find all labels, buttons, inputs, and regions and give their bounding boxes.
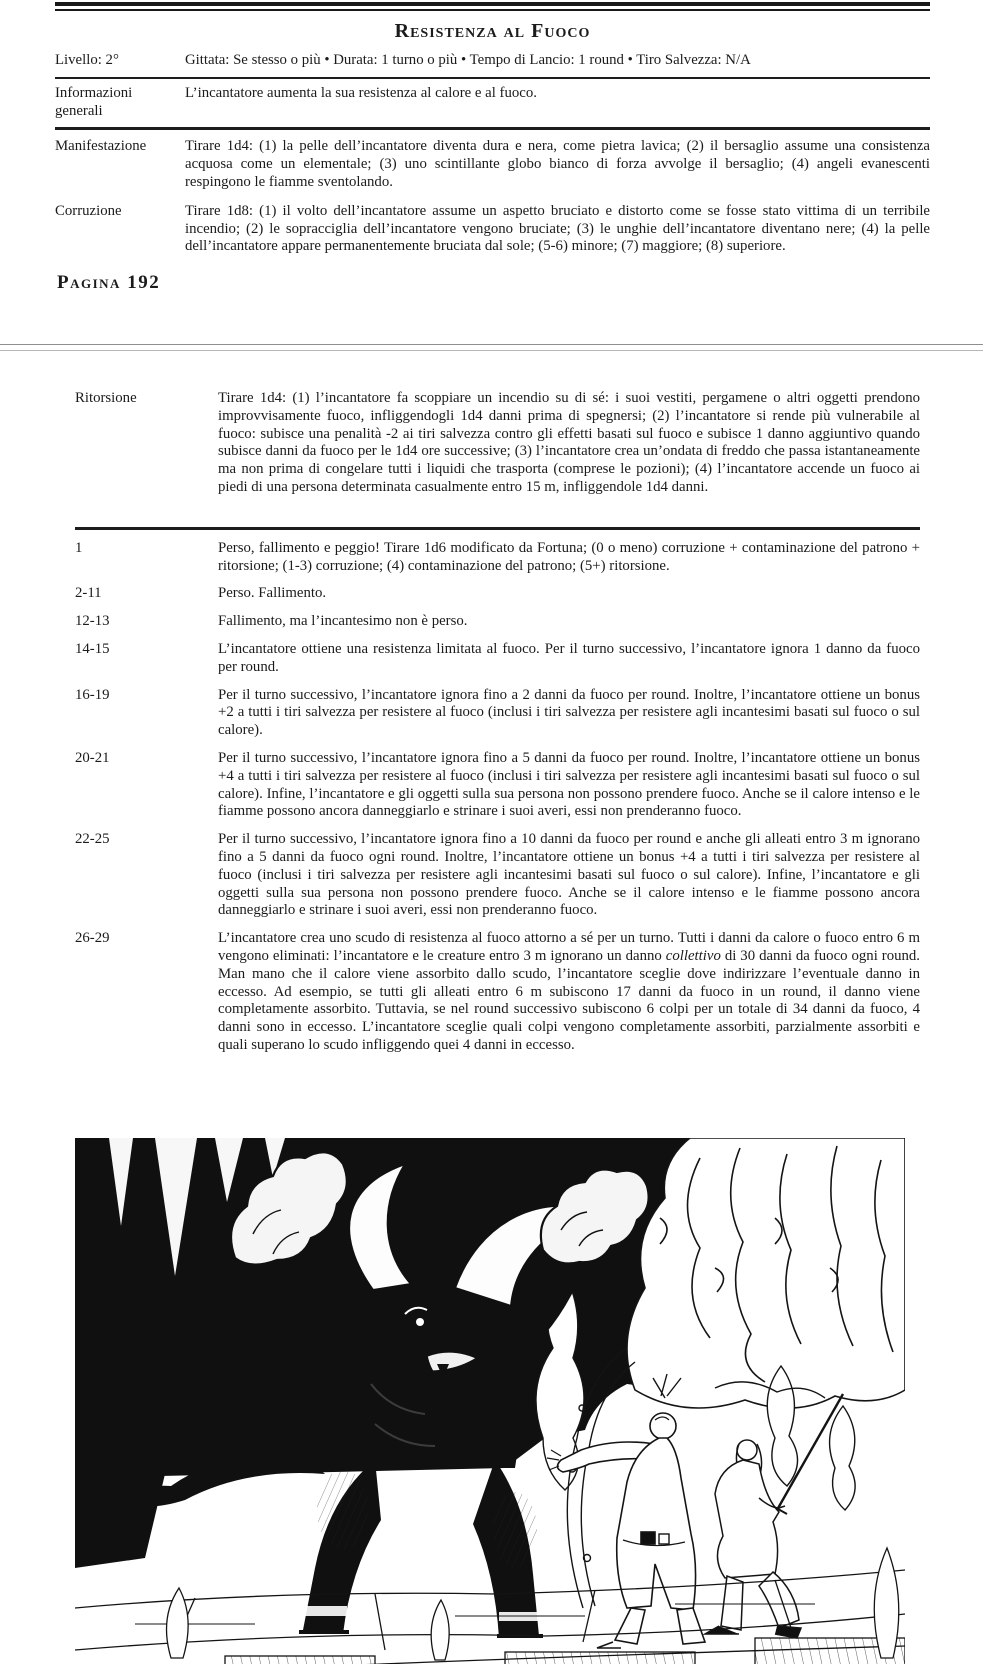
table-row-result-1 <box>75 530 920 576</box>
table-row-result-26-29 <box>75 920 920 1055</box>
row-text: Perso, fallimento e peggio! Tirare 1d6 modificato da Fortuna; (0 o meno) corruzione + contaminazione del patrono + ritorsione; (1-3) corruzione; (4) contaminazione del patrono; (5+) ritorsione. <box>218 539 920 574</box>
row-text: Fallimento, ma l’incantesimo non è perso. <box>218 613 468 630</box>
table-top-rule <box>55 2 930 11</box>
row-label: Ritorsione <box>75 390 137 406</box>
row-label: Manifestazione <box>55 138 147 155</box>
row-text: Tirare 1d4: (1) l’incantatore fa scoppiare un incendio su di sé: i suoi vestiti, pergamene o altri oggetti prendono improvvisamente fuoco, infliggendogli 1d4 danni prima di spegnersi; (2) l’incantatore si rende più vulnerabile al fuoco: subisce una penalità -2 ai tiri salvezza contro gli effetti basati sul fuoco e subisce 1 danno aggiuntivo quando subisce danni da fuoco per le 1d4 ore successive; (3) l’incantatore crea un’ondata di freddo che passa istantaneamente ma non prima di congelare tutti i liquidi che trasporta (comprese le pozioni); (4) l’incantatore accende un fuoco ai piedi di una persona determinata casualmente entro 15 m, infliggendole 1d4 danni. <box>218 390 920 495</box>
table-row-result-16-19 <box>75 677 920 740</box>
spell-illustration <box>75 1138 905 1664</box>
row-text <box>218 930 920 1055</box>
row-label: 1 <box>75 539 83 556</box>
row-label: 16-19 <box>75 686 110 703</box>
row-label: 26-29 <box>75 930 110 947</box>
row-text: Per il turno successivo, l’incantatore ignora fino a 2 danni da fuoco per round. Inoltre, l’incantatore ottiene un bonus +2 a tutti i tiri salvezza per resistere al fuoco (inclusi i tiri salvezza per resistere agli incantesimi basati sul fuoco o sul calore). <box>218 686 920 739</box>
table-row-result-20-21 <box>75 740 920 821</box>
row-text: Tirare 1d8: (1) il volto dell’incantatore assume un aspetto bruciato e distorto come se fosse stato vittima di un terribile incendio; (2) le sopracciglia dell’incantatore vengono bruciate; (3) le unghie dell’incantatore diventano nere; (4) la pelle dell’incantatore appare permanentemente bruciata dal sole; (5-6) minore; (7) maggiore; (8) superiore. <box>185 202 930 255</box>
row-text-prefix: L’incantatore crea uno scudo di resistenza al fuoco attorno a sé per un turno. Tutti i danni da calore o fuoco entro 6 m vengono eliminati: l’incantatore e le creature entro 3 m ignorano un danno <box>218 930 920 964</box>
table-row-manifestazione <box>55 130 930 194</box>
page-separator <box>0 344 983 351</box>
row-label: 12-13 <box>75 613 110 630</box>
row-text: L’incantatore ottiene una resistenza limitata al fuoco. Per il turno successivo, l’incantatore ignora 1 danno da fuoco per round. <box>218 640 920 675</box>
row-label: 22-25 <box>75 831 110 848</box>
spell-title: Resistenza al Fuoco <box>394 20 591 42</box>
row-text: Gittata: Se stesso o più • Durata: 1 turno o più • Tempo di Lancio: 1 round • Tiro Salvezza: N/A <box>185 52 751 68</box>
row-label: 20-21 <box>75 749 110 766</box>
table-row-result-14-15 <box>75 631 920 677</box>
table-row-stats <box>55 49 930 79</box>
row-text: Per il turno successivo, l’incantatore ignora fino a 10 danni da fuoco per round e anche gli alleati entro 3 m ignorano fino a 5 danni da fuoco ogni round. Inoltre, l’incantatore ottiene un bonus +4 a tutti i tiri salvezza per resistere al fuoco (inclusi i tiri salvezza per resistere agli incantesimi basati sul fuoco o sul calore). Infine, l’incantatore e gli oggetti sulla sua persona non possono prendere fuoco. Anche se il calore intenso e le fiamme possono ancora danneggiarlo e strinare i suoi averi, essi non prenderanno fuoco. <box>218 831 920 919</box>
row-text: L’incantatore aumenta la sua resistenza al calore e al fuoco. <box>185 84 537 101</box>
table-row-result-2-11 <box>75 575 920 603</box>
page-number-heading: Pagina 192 <box>57 272 161 293</box>
demon-and-wizard-drawing <box>75 1138 905 1664</box>
table-row-result-12-13 <box>75 603 920 631</box>
table-row-informazioni <box>55 79 930 131</box>
row-text-suffix: di 30 danni da fuoco ogni round. Man mano che il calore viene assorbito dallo scudo, l’incantatore sceglie dove indirizzare l’eventuale danno in eccesso. Ad esempio, se tutti gli alleati entro 6 m subiscono 17 danni da fuoco in un round, il danno viene completamente assorbito. Tuttavia, se nel round successivo subiscono 6 colpi per un totale di 34 danni da fuoco, 4 danni sono in eccesso. L’incantatore sceglie quali colpi vengono completamente assorbiti, parzialmente assorbiti e quali superano lo scudo infliggendo quei 4 danni in eccesso. <box>218 947 920 1053</box>
flame-wall <box>627 1138 905 1408</box>
row-text: Perso. Fallimento. <box>218 585 327 602</box>
spell-results-table <box>75 390 920 1055</box>
table-row-result-22-25 <box>75 821 920 920</box>
row-label: 2-11 <box>75 585 102 602</box>
row-label: Livello: 2° <box>55 52 119 68</box>
row-label: Informazioni generali <box>55 84 133 119</box>
row-label: 14-15 <box>75 640 110 657</box>
table-row-corruzione <box>55 195 930 256</box>
row-text: Per il turno successivo, l’incantatore ignora fino a 5 danni da fuoco per round. Inoltre, l’incantatore ottiene un bonus +4 a tutti i tiri salvezza per resistere al fuoco (inclusi i tiri salvezza per resistere agli incantesimi basati sul fuoco o sul calore). Infine, l’incantatore e gli oggetti sulla sua persona non possono prendere fuoco. Anche se il calore intenso e le fiamme possono ancora danneggiarlo e strinare i suoi averi, essi non prenderanno fuoco. <box>218 749 920 820</box>
table-row-ritorsione <box>75 390 920 530</box>
spell-block <box>55 2 930 256</box>
row-text-italic: collettivo <box>665 947 721 964</box>
row-label: Corruzione <box>55 202 122 219</box>
row-text: Tirare 1d4: (1) la pelle dell’incantatore diventa dura e nera, come pietra lavica; (2) il bersaglio assume una consistenza acquosa come un elementale; (3) uno scintillante globo bianco di forza avvolge il bersaglio; (4) angeli evanescenti respingono le fiamme sventolando. <box>185 138 930 190</box>
